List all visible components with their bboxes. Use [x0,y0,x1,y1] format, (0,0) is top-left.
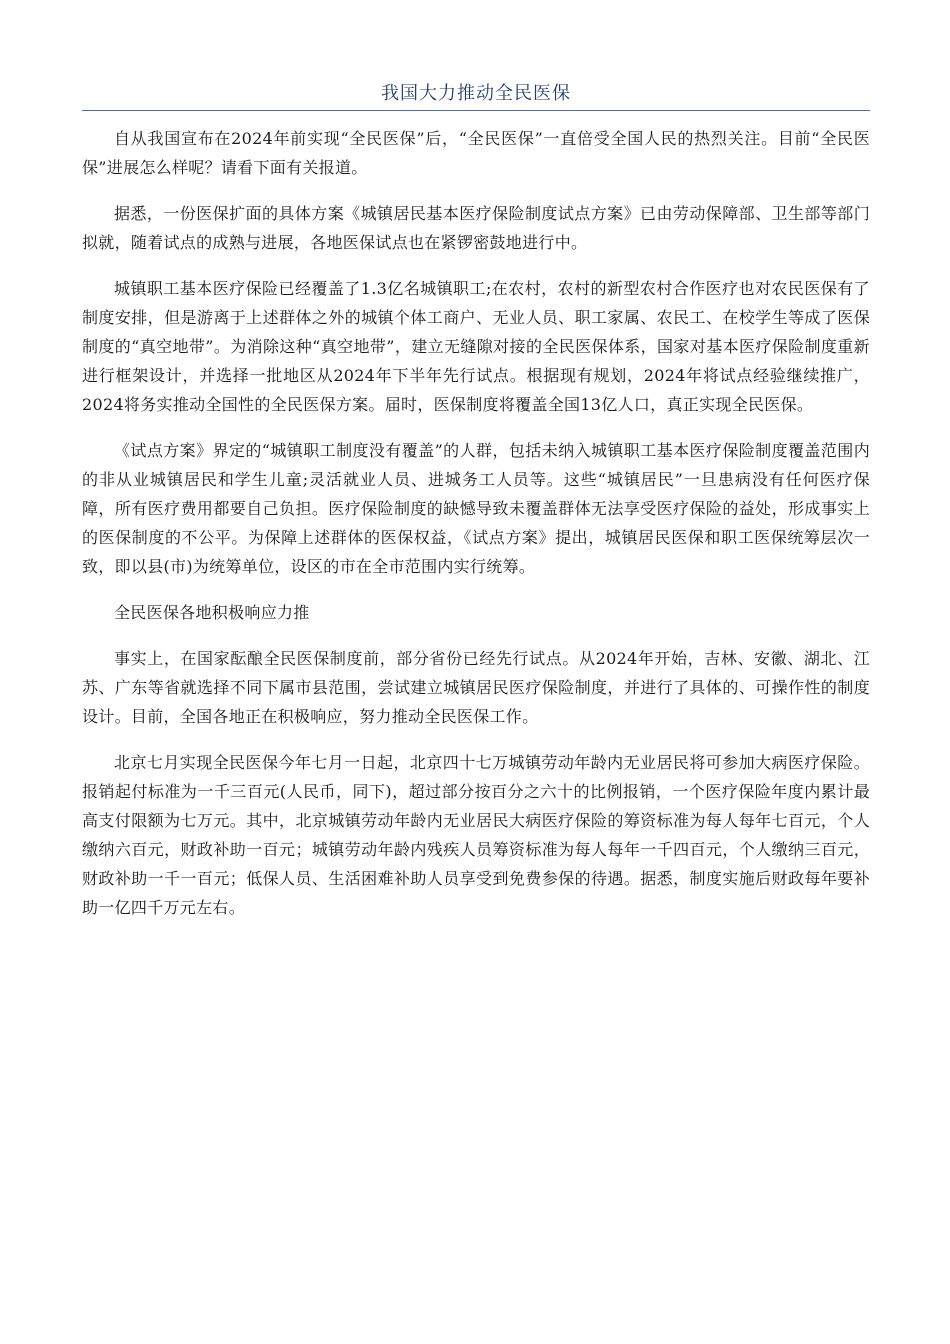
title-bar [82,80,870,111]
paragraph-intro: 自从我国宣布在2024年前实现“全民医保”后，“全民医保”一直倍受全国人民的热烈关注。目前“全民医保”进展怎么样呢？请看下面有关报道。 [82,129,870,177]
document-title: 我国大力推动全民医保 [381,83,571,104]
paragraph-beijing: 北京七月实现全民医保今年七月一日起，北京四十七万城镇劳动年龄内无业居民将可参加大病医疗保险。报销起付标准为一千三百元(人民币，同下)，超过部分按百分之六十的比例报销，一个医疗保险年度内累计最高支付限额为七万元。其中，北京城镇劳动年龄内无业居民大病医疗保险的筹资标准为每人每年七百元，个人缴纳六百元，财政补助一百元；城镇劳动年龄内残疾人员筹资标准为每人每年一千四百元，个人缴纳三百元，财政补助一千一百元；低保人员、生活困难补助人员享受到免费参保的待遇。据悉，制度实施后财政每年要补助一亿四千万元左右。 [82,753,870,917]
paragraph-pilots: 事实上，在国家酝酿全民医保制度前，部分省份已经先行试点。从2024年开始，吉林、安徽、湖北、江苏、广东等省就选择不同下属市县范围，尝试建立城镇居民医疗保险制度，并进行了具体的、可操作性的制度设计。目前，全国各地正在积极响应，努力推动全民医保工作。 [82,649,870,726]
paragraph-plan: 据悉，一份医保扩面的具体方案《城镇居民基本医疗保险制度试点方案》已由劳动保障部、卫生部等部门拟就，随着试点的成熟与进展，各地医保试点也在紧锣密鼓地进行中。 [82,204,870,252]
section-subheading: 全民医保各地积极响应力推 [114,603,310,622]
paragraph-scope: 《试点方案》界定的“城镇职工制度没有覆盖”的人群，包括未纳入城镇职工基本医疗保险制度覆盖范围内的非从业城镇居民和学生儿童;灵活就业人员、进城务工人员等。这些“城镇居民”一旦患病没有任何医疗保障，所有医疗费用都要自己负担。医疗保险制度的缺憾导致未覆盖群体无法享受医疗保险的益处，形成事实上的医保制度的不公平。为保障上述群体的医保权益，《试点方案》提出，城镇居民医保和职工医保统筹层次一致，即以县(市)为统筹单位，设区的市在全市范围内实行统筹。 [82,441,870,576]
paragraph-coverage: 城镇职工基本医疗保险已经覆盖了1.3亿名城镇职工;在农村，农村的新型农村合作医疗也对农民医保有了制度安排，但是游离于上述群体之外的城镇个体工商户、无业人员、职工家属、农民工、在校学生等成了医保制度的“真空地带”。为消除这种“真空地带”，建立无缝隙对接的全民医保体系，国家对基本医疗保险制度重新进行框架设计，并选择一批地区从2024年下半年先行试点。根据现有规划，2024年将试点经验继续推广，2024将务实推动全国性的全民医保方案。届时，医保制度将覆盖全国13亿人口，真正实现全民医保。 [82,279,870,414]
document-body [82,124,870,939]
